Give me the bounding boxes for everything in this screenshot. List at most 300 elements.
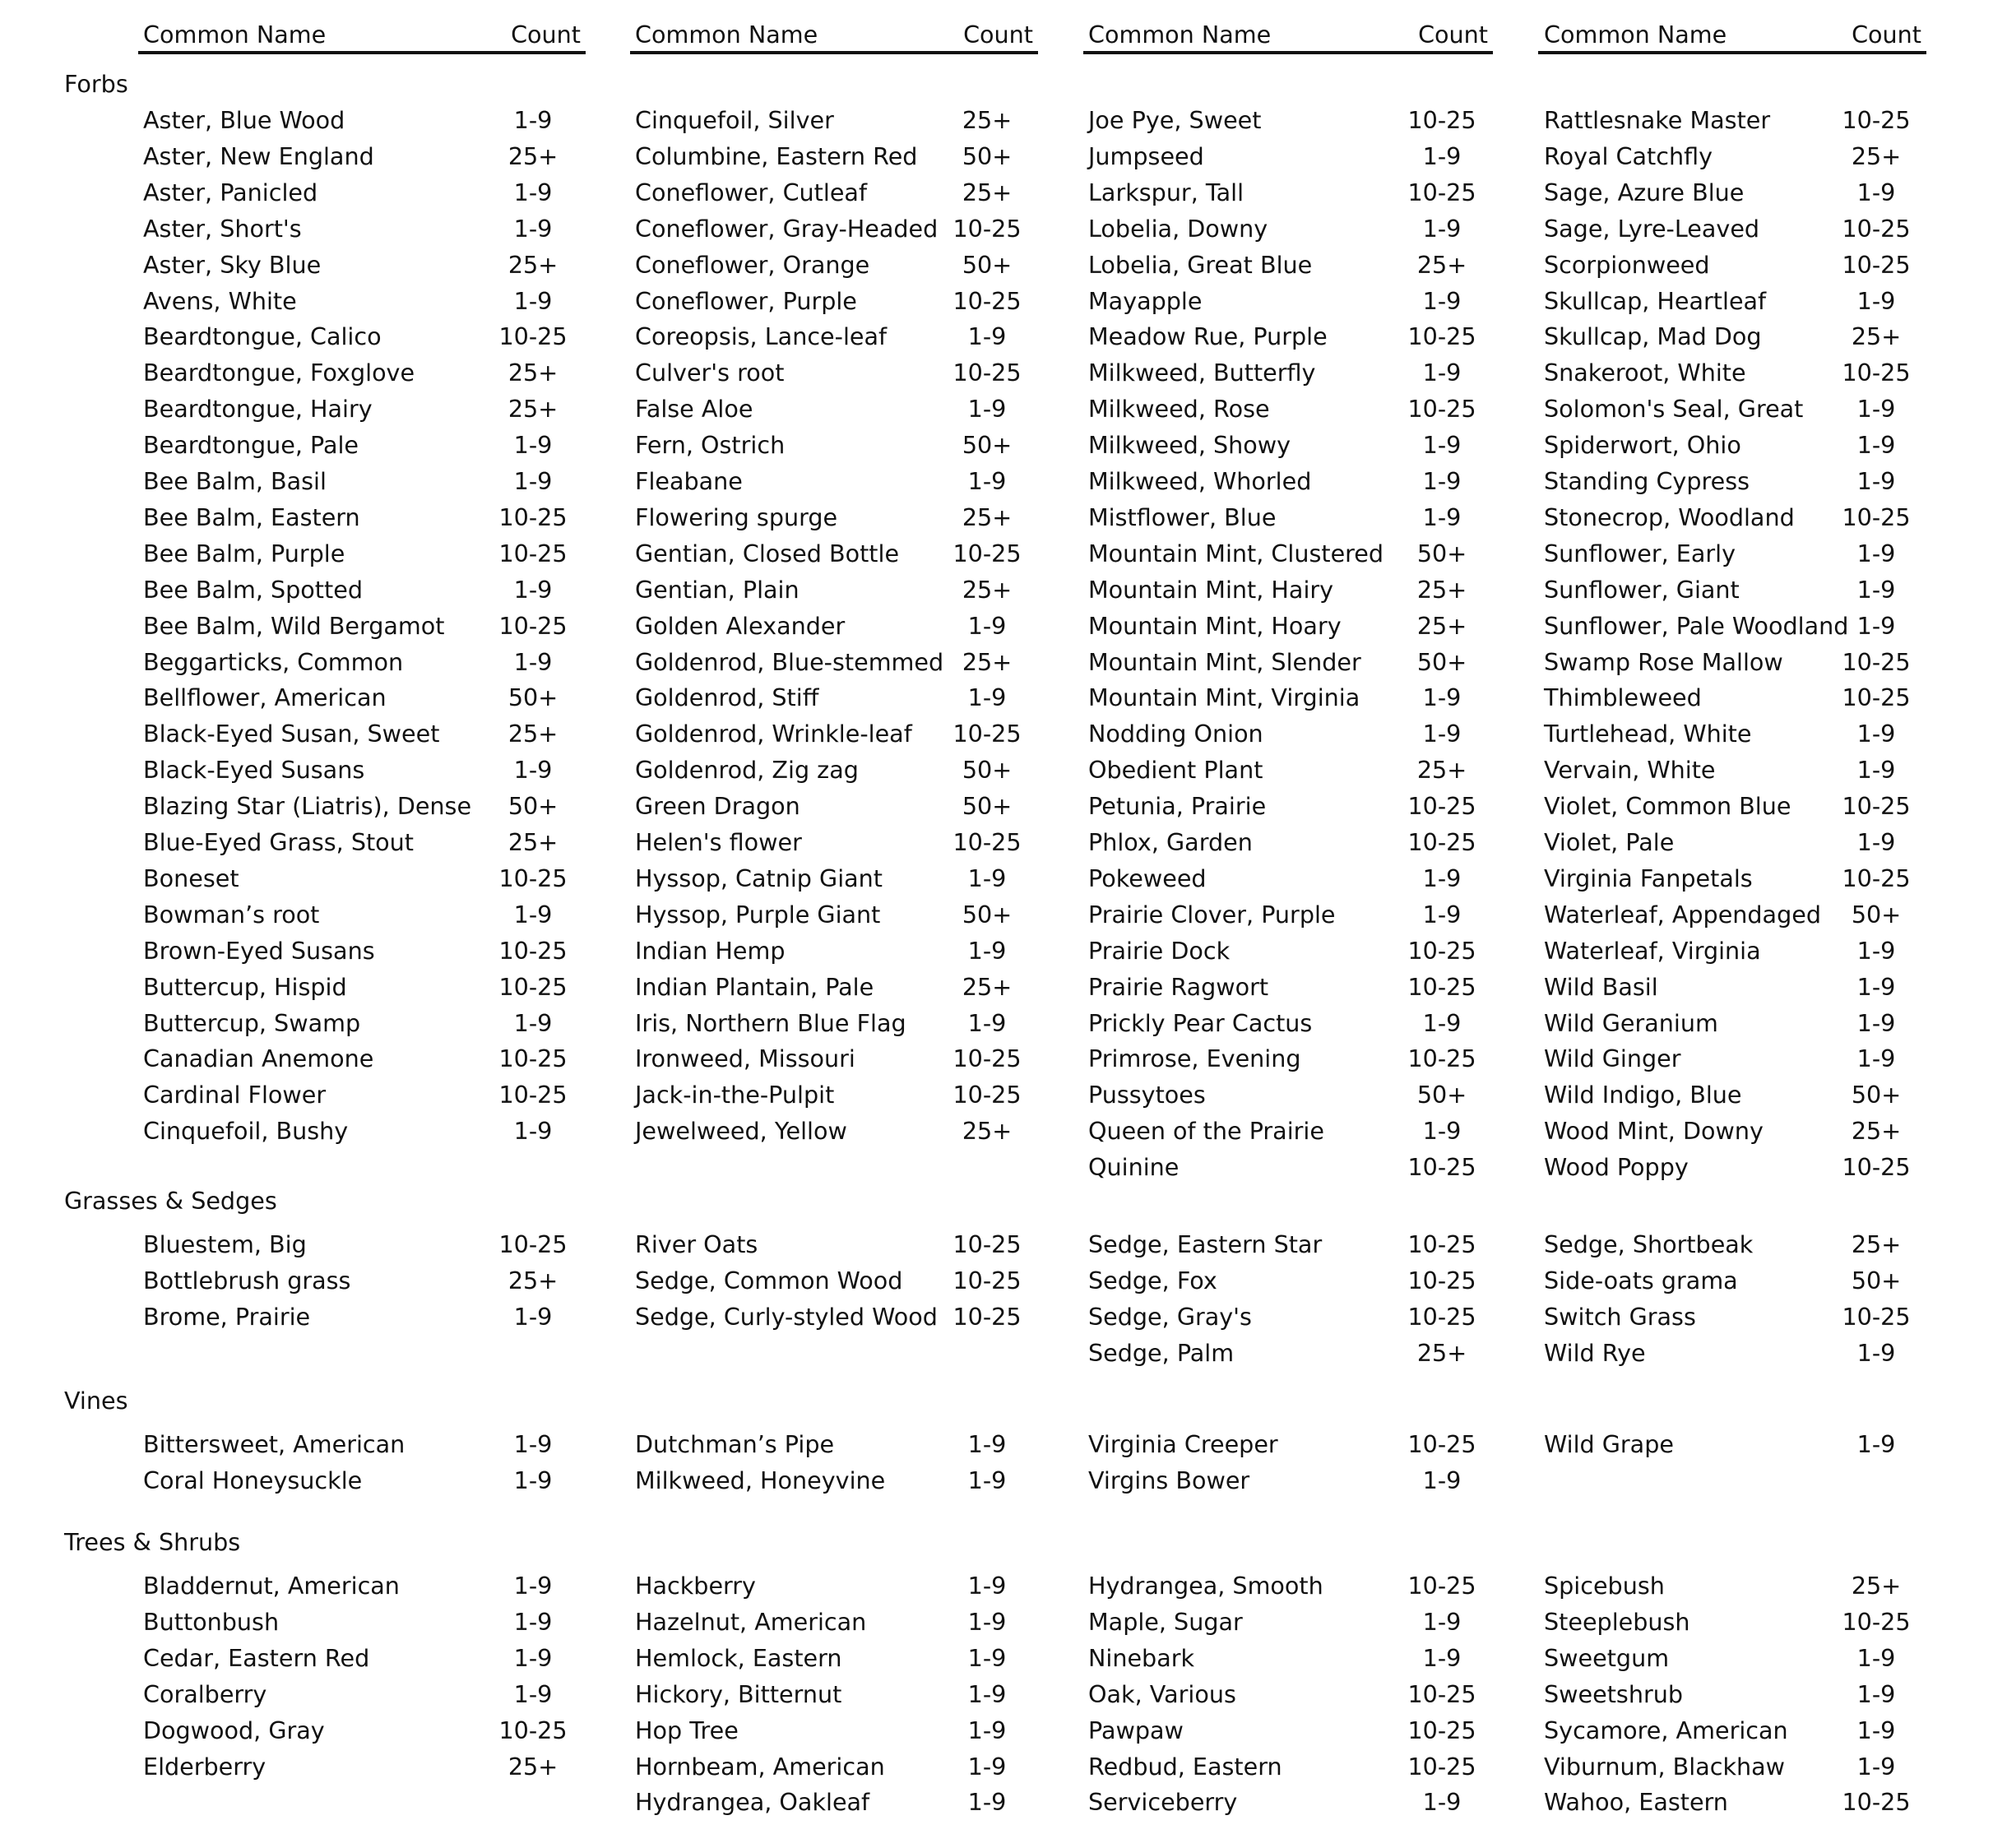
- species-name: Skullcap, Heartleaf: [1544, 286, 1767, 315]
- species-name: Pussytoes: [1088, 1081, 1206, 1109]
- table-row: [1544, 1712, 1926, 1748]
- table-row: [635, 318, 1038, 354]
- species-name: Indian Plantain, Pale: [635, 972, 874, 1001]
- table-row: [635, 174, 1038, 211]
- table-row: [143, 788, 586, 824]
- table-row: [143, 1748, 586, 1785]
- species-name: Serviceberry: [1088, 1788, 1238, 1817]
- table-row: [1088, 1748, 1493, 1785]
- table-row: [143, 138, 586, 174]
- header-count: Count: [1418, 21, 1488, 49]
- species-name: Buttercup, Hispid: [143, 972, 347, 1001]
- species-count: 50+: [962, 250, 1013, 279]
- species-name: Bee Balm, Eastern: [143, 503, 360, 531]
- species-count: 25+: [1851, 322, 1902, 351]
- table-row: [143, 427, 586, 463]
- species-name: Virgins Bower: [1088, 1466, 1250, 1494]
- species-name: Virginia Fanpetals: [1544, 864, 1753, 892]
- table-row: [143, 1299, 586, 1335]
- species-name: Mountain Mint, Hoary: [1088, 611, 1342, 640]
- species-name: Sedge, Shortbeak: [1544, 1230, 1754, 1258]
- species-count: 1-9: [967, 1788, 1007, 1817]
- species-count: 1-9: [1422, 720, 1462, 748]
- species-count: 10-25: [952, 359, 1022, 387]
- table-row: [1544, 1604, 1926, 1640]
- table-row: [143, 211, 586, 247]
- species-name: Side-oats grama: [1544, 1266, 1738, 1295]
- species-name: Coneflower, Gray-Headed: [635, 214, 939, 243]
- table-row: [1544, 860, 1926, 896]
- table-row: [1544, 644, 1926, 680]
- species-name: Maple, Sugar: [1088, 1607, 1243, 1636]
- species-name: Goldenrod, Wrinkle-leaf: [635, 720, 912, 748]
- table-row: [143, 1462, 586, 1498]
- species-count: 10-25: [1407, 792, 1476, 821]
- table-row: [1544, 499, 1926, 535]
- species-name: Sweetshrub: [1544, 1679, 1683, 1708]
- species-name: Fleabane: [635, 467, 743, 495]
- species-name: Culver's root: [635, 359, 785, 387]
- species-count: 25+: [508, 359, 559, 387]
- table-row: [1088, 283, 1493, 319]
- table-row: [635, 102, 1038, 138]
- table-row: [1544, 1568, 1926, 1604]
- species-name: Hickory, Bitternut: [635, 1679, 842, 1708]
- table-row: [1088, 499, 1493, 535]
- species-name: Brome, Prairie: [143, 1302, 311, 1331]
- table-row: [1088, 1604, 1493, 1640]
- table-row: [1088, 1426, 1493, 1462]
- species-name: Thimbleweed: [1544, 683, 1702, 712]
- table-row: [1544, 679, 1926, 716]
- species-count: 1-9: [1422, 359, 1462, 387]
- species-name: Virginia Creeper: [1088, 1430, 1278, 1458]
- species-count: 1-9: [1422, 683, 1462, 712]
- table-row: [635, 1077, 1038, 1113]
- table-row: [1544, 1426, 1926, 1462]
- species-name: Lobelia, Great Blue: [1088, 250, 1313, 279]
- species-count: 1-9: [967, 467, 1007, 495]
- table-row: [1544, 391, 1926, 427]
- table-row: [635, 860, 1038, 896]
- species-name: Sage, Lyre-Leaved: [1544, 214, 1760, 243]
- species-name: Aster, Panicled: [143, 178, 318, 206]
- species-name: Sycamore, American: [1544, 1716, 1788, 1744]
- species-count: 1-9: [513, 1679, 553, 1708]
- table-row: [635, 499, 1038, 535]
- table-row: [635, 1299, 1038, 1335]
- species-count: 25+: [1851, 141, 1902, 170]
- species-name: Wild Grape: [1544, 1430, 1674, 1458]
- species-name: Rattlesnake Master: [1544, 106, 1771, 134]
- species-count: 1-9: [1856, 431, 1896, 460]
- species-count: 1-9: [513, 1572, 553, 1600]
- table-row: [1088, 247, 1493, 283]
- table-row: [1088, 1640, 1493, 1676]
- table-row: [143, 391, 586, 427]
- table-row: [1544, 1262, 1926, 1299]
- species-count: 25+: [962, 178, 1013, 206]
- species-name: Violet, Common Blue: [1544, 792, 1791, 821]
- species-count: 1-9: [513, 1430, 553, 1458]
- species-name: Turtlehead, White: [1544, 720, 1752, 748]
- table-row: [635, 788, 1038, 824]
- species-name: Cedar, Eastern Red: [143, 1643, 370, 1672]
- species-name: Violet, Pale: [1544, 828, 1675, 856]
- species-count: 1-9: [1422, 1643, 1462, 1672]
- table-row: [635, 1784, 1038, 1820]
- species-name: Aster, Sky Blue: [143, 250, 322, 279]
- table-row: [1544, 354, 1926, 391]
- table-row: [1088, 608, 1493, 644]
- species-count: 10-25: [1407, 395, 1476, 424]
- table-row: [635, 427, 1038, 463]
- species-name: Cinquefoil, Bushy: [143, 1117, 349, 1146]
- species-count: 1-9: [513, 106, 553, 134]
- species-count: 50+: [508, 792, 559, 821]
- table-row: [635, 933, 1038, 969]
- table-row: [1088, 1299, 1493, 1335]
- species-name: Wood Poppy: [1544, 1153, 1689, 1182]
- species-count: 1-9: [513, 1466, 553, 1494]
- species-name: Sage, Azure Blue: [1544, 178, 1745, 206]
- table-row: [1544, 788, 1926, 824]
- species-count: 10-25: [498, 1230, 568, 1258]
- column-header-4: [1538, 18, 1926, 54]
- species-count: 1-9: [1856, 1643, 1896, 1672]
- species-count: 1-9: [967, 1008, 1007, 1037]
- species-count: 10-25: [1407, 1572, 1476, 1600]
- species-name: Sedge, Palm: [1088, 1338, 1235, 1367]
- species-count: 1-9: [967, 1679, 1007, 1708]
- species-name: Snakeroot, White: [1544, 359, 1746, 387]
- species-name: Coneflower, Purple: [635, 286, 857, 315]
- species-name: Sweetgum: [1544, 1643, 1670, 1672]
- species-name: Sedge, Fox: [1088, 1266, 1217, 1295]
- species-count: 1-9: [513, 431, 553, 460]
- species-count: 1-9: [1422, 431, 1462, 460]
- table-row: [143, 1604, 586, 1640]
- species-name: Coreopsis, Lance-leaf: [635, 322, 888, 351]
- table-row: [143, 1005, 586, 1041]
- species-count: 1-9: [1422, 503, 1462, 531]
- table-row: [1544, 716, 1926, 752]
- species-count: 10-25: [1407, 1302, 1476, 1331]
- table-row: [143, 247, 586, 283]
- table-row: [635, 283, 1038, 319]
- species-count: 1-9: [1856, 539, 1896, 567]
- table-row: [1544, 318, 1926, 354]
- species-count: 10-25: [1407, 1153, 1476, 1182]
- species-count: 25+: [1416, 611, 1467, 640]
- species-count: 50+: [962, 141, 1013, 170]
- species-name: Milkweed, Honeyvine: [635, 1466, 886, 1494]
- table-row: [1088, 354, 1493, 391]
- species-count: 1-9: [1856, 611, 1896, 640]
- species-count: 10-25: [1842, 250, 1911, 279]
- species-name: Hyssop, Purple Giant: [635, 900, 881, 929]
- species-name: Hemlock, Eastern: [635, 1643, 842, 1672]
- species-name: Bee Balm, Spotted: [143, 575, 363, 604]
- table-row: [1544, 211, 1926, 247]
- species-count: 1-9: [513, 575, 553, 604]
- table-row: [1544, 174, 1926, 211]
- species-name: Green Dragon: [635, 792, 800, 821]
- table-row: [1088, 1005, 1493, 1041]
- species-count: 10-25: [1842, 647, 1911, 676]
- species-name: Flowering spurge: [635, 503, 838, 531]
- species-name: Hop Tree: [635, 1716, 739, 1744]
- species-name: Boneset: [143, 864, 239, 892]
- species-count: 1-9: [1422, 1607, 1462, 1636]
- species-name: Brown-Eyed Susans: [143, 936, 375, 965]
- species-count: 1-9: [1856, 972, 1896, 1001]
- species-name: Prairie Dock: [1088, 936, 1231, 965]
- table-row: [143, 608, 586, 644]
- species-count: 10-25: [952, 1302, 1022, 1331]
- species-name: Canadian Anemone: [143, 1044, 374, 1073]
- species-count: 10-25: [1842, 1607, 1911, 1636]
- table-row: [1088, 1149, 1493, 1185]
- species-name: Sedge, Eastern Star: [1088, 1230, 1323, 1258]
- header-common-name: Common Name: [1544, 21, 1727, 49]
- species-name: Wild Geranium: [1544, 1008, 1718, 1037]
- table-row: [143, 1113, 586, 1149]
- table-row: [1088, 1226, 1493, 1262]
- species-name: False Aloe: [635, 395, 753, 424]
- species-count: 1-9: [1856, 467, 1896, 495]
- table-row: [1088, 679, 1493, 716]
- table-row: [1088, 1784, 1493, 1820]
- species-count: 1-9: [967, 1607, 1007, 1636]
- table-row: [143, 102, 586, 138]
- table-row: [635, 1568, 1038, 1604]
- table-row: [1088, 788, 1493, 824]
- table-row: [635, 1113, 1038, 1149]
- table-row: [1088, 391, 1493, 427]
- species-name: Lobelia, Downy: [1088, 214, 1268, 243]
- table-row: [1544, 247, 1926, 283]
- species-count: 50+: [962, 431, 1013, 460]
- species-count: 1-9: [1422, 864, 1462, 892]
- header-count: Count: [1852, 21, 1921, 49]
- species-count: 10-25: [1407, 1752, 1476, 1781]
- species-name: Wild Indigo, Blue: [1544, 1081, 1742, 1109]
- species-name: Skullcap, Mad Dog: [1544, 322, 1762, 351]
- table-row: [143, 1077, 586, 1113]
- table-row: [1088, 860, 1493, 896]
- species-count: 10-25: [498, 864, 568, 892]
- species-name: Jewelweed, Yellow: [635, 1117, 847, 1146]
- species-name: Sunflower, Early: [1544, 539, 1736, 567]
- species-count: 10-25: [1842, 864, 1911, 892]
- species-name: Spicebush: [1544, 1572, 1665, 1600]
- table-row: [1088, 535, 1493, 572]
- species-count: 1-9: [967, 1572, 1007, 1600]
- species-count: 1-9: [513, 1008, 553, 1037]
- species-count: 25+: [1416, 250, 1467, 279]
- table-row: [1088, 824, 1493, 860]
- species-count: 25+: [962, 1117, 1013, 1146]
- table-row: [1088, 1462, 1493, 1498]
- species-count: 10-25: [1407, 972, 1476, 1001]
- species-count: 1-9: [1422, 1008, 1462, 1037]
- species-count: 1-9: [513, 178, 553, 206]
- species-name: Milkweed, Butterfly: [1088, 359, 1316, 387]
- species-count: 10-25: [1407, 1430, 1476, 1458]
- species-name: Golden Alexander: [635, 611, 846, 640]
- species-name: Coralberry: [143, 1679, 267, 1708]
- species-count: 1-9: [1856, 756, 1896, 785]
- species-count: 1-9: [1422, 141, 1462, 170]
- species-count: 1-9: [513, 286, 553, 315]
- table-row: [1544, 427, 1926, 463]
- table-row: [1088, 716, 1493, 752]
- table-row: [143, 860, 586, 896]
- species-count: 1-9: [1856, 1430, 1896, 1458]
- table-row: [635, 1040, 1038, 1077]
- header-count: Count: [963, 21, 1033, 49]
- species-name: Bee Balm, Wild Bergamot: [143, 611, 445, 640]
- table-row: [1088, 644, 1493, 680]
- species-count: 25+: [1416, 575, 1467, 604]
- species-count: 25+: [508, 828, 559, 856]
- species-count: 1-9: [513, 214, 553, 243]
- species-name: Milkweed, Whorled: [1088, 467, 1312, 495]
- species-name: Sedge, Common Wood: [635, 1266, 903, 1295]
- table-row: [143, 354, 586, 391]
- species-name: Beardtongue, Hairy: [143, 395, 373, 424]
- table-row: [635, 1262, 1038, 1299]
- species-name: Beggarticks, Common: [143, 647, 404, 676]
- table-row: [143, 896, 586, 933]
- table-row: [1088, 896, 1493, 933]
- table-row: [143, 1568, 586, 1604]
- table-row: [1088, 174, 1493, 211]
- table-row: [635, 644, 1038, 680]
- species-count: 10-25: [952, 286, 1022, 315]
- table-row: [1544, 896, 1926, 933]
- section-title: Vines: [64, 1387, 128, 1415]
- species-name: Ninebark: [1088, 1643, 1195, 1672]
- table-row: [635, 247, 1038, 283]
- header-common-name: Common Name: [1088, 21, 1272, 49]
- table-row: [1544, 1040, 1926, 1077]
- species-name: Waterleaf, Appendaged: [1544, 900, 1821, 929]
- species-name: Gentian, Plain: [635, 575, 800, 604]
- species-count: 10-25: [498, 1044, 568, 1073]
- column-header-3: [1083, 18, 1493, 54]
- species-count: 1-9: [1856, 936, 1896, 965]
- table-row: [1544, 1640, 1926, 1676]
- header-common-name: Common Name: [143, 21, 327, 49]
- species-count: 1-9: [1856, 395, 1896, 424]
- species-count: 10-25: [1842, 1153, 1911, 1182]
- table-row: [1088, 1712, 1493, 1748]
- species-count: 25+: [508, 720, 559, 748]
- table-row: [1088, 1676, 1493, 1712]
- species-count: 10-25: [498, 936, 568, 965]
- species-count: 50+: [1851, 1266, 1902, 1295]
- species-count: 50+: [962, 792, 1013, 821]
- species-count: 10-25: [1407, 828, 1476, 856]
- species-count: 10-25: [952, 1044, 1022, 1073]
- species-count: 10-25: [1842, 503, 1911, 531]
- species-name: Beardtongue, Foxglove: [143, 359, 415, 387]
- species-count: 1-9: [1422, 900, 1462, 929]
- species-name: Bottlebrush grass: [143, 1266, 351, 1295]
- species-name: Hydrangea, Smooth: [1088, 1572, 1323, 1600]
- species-count: 50+: [1851, 1081, 1902, 1109]
- species-name: Jack-in-the-Pulpit: [635, 1081, 835, 1109]
- species-count: 10-25: [1842, 359, 1911, 387]
- species-name: Waterleaf, Virginia: [1544, 936, 1761, 965]
- species-name: Queen of the Prairie: [1088, 1117, 1324, 1146]
- species-name: Viburnum, Blackhaw: [1544, 1752, 1786, 1781]
- table-row: [1088, 969, 1493, 1005]
- table-row: [1088, 933, 1493, 969]
- table-row: [635, 1005, 1038, 1041]
- table-row: [1088, 752, 1493, 788]
- species-count: 10-25: [1842, 214, 1911, 243]
- species-count: 10-25: [1407, 1266, 1476, 1295]
- species-count: 25+: [962, 972, 1013, 1001]
- species-name: Sedge, Curly-styled Wood: [635, 1302, 938, 1331]
- table-row: [143, 752, 586, 788]
- species-count: 25+: [508, 1752, 559, 1781]
- table-row: [635, 608, 1038, 644]
- header-common-name: Common Name: [635, 21, 818, 49]
- section-title: Forbs: [64, 70, 128, 98]
- species-count: 1-9: [1856, 178, 1896, 206]
- table-row: [1088, 463, 1493, 499]
- species-count: 10-25: [498, 322, 568, 351]
- table-row: [1088, 572, 1493, 608]
- table-row: [1088, 427, 1493, 463]
- species-name: Cardinal Flower: [143, 1081, 327, 1109]
- section-title: Grasses & Sedges: [64, 1187, 277, 1215]
- species-name: Blazing Star (Liatris), Dense: [143, 792, 472, 821]
- species-name: Obedient Plant: [1088, 756, 1263, 785]
- species-count: 1-9: [513, 1117, 553, 1146]
- species-name: Gentian, Closed Bottle: [635, 539, 900, 567]
- species-name: Stonecrop, Woodland: [1544, 503, 1795, 531]
- species-name: Prairie Clover, Purple: [1088, 900, 1336, 929]
- species-name: Bittersweet, American: [143, 1430, 406, 1458]
- species-name: Meadow Rue, Purple: [1088, 322, 1328, 351]
- species-name: Swamp Rose Mallow: [1544, 647, 1783, 676]
- table-row: [635, 572, 1038, 608]
- table-row: [635, 716, 1038, 752]
- species-count: 1-9: [1856, 1752, 1896, 1781]
- species-count: 10-25: [1407, 1679, 1476, 1708]
- table-row: [1544, 138, 1926, 174]
- table-row: [1544, 535, 1926, 572]
- species-count: 10-25: [1407, 1230, 1476, 1258]
- species-count: 1-9: [967, 1466, 1007, 1494]
- species-count: 1-9: [513, 756, 553, 785]
- species-count: 25+: [962, 647, 1013, 676]
- species-count: 1-9: [513, 900, 553, 929]
- table-row: [635, 896, 1038, 933]
- species-count: 1-9: [967, 1430, 1007, 1458]
- table-row: [1544, 102, 1926, 138]
- species-name: Bladdernut, American: [143, 1572, 400, 1600]
- species-name: Bowman’s root: [143, 900, 320, 929]
- table-row: [635, 138, 1038, 174]
- species-count: 25+: [1416, 1338, 1467, 1367]
- species-name: Joe Pye, Sweet: [1088, 106, 1262, 134]
